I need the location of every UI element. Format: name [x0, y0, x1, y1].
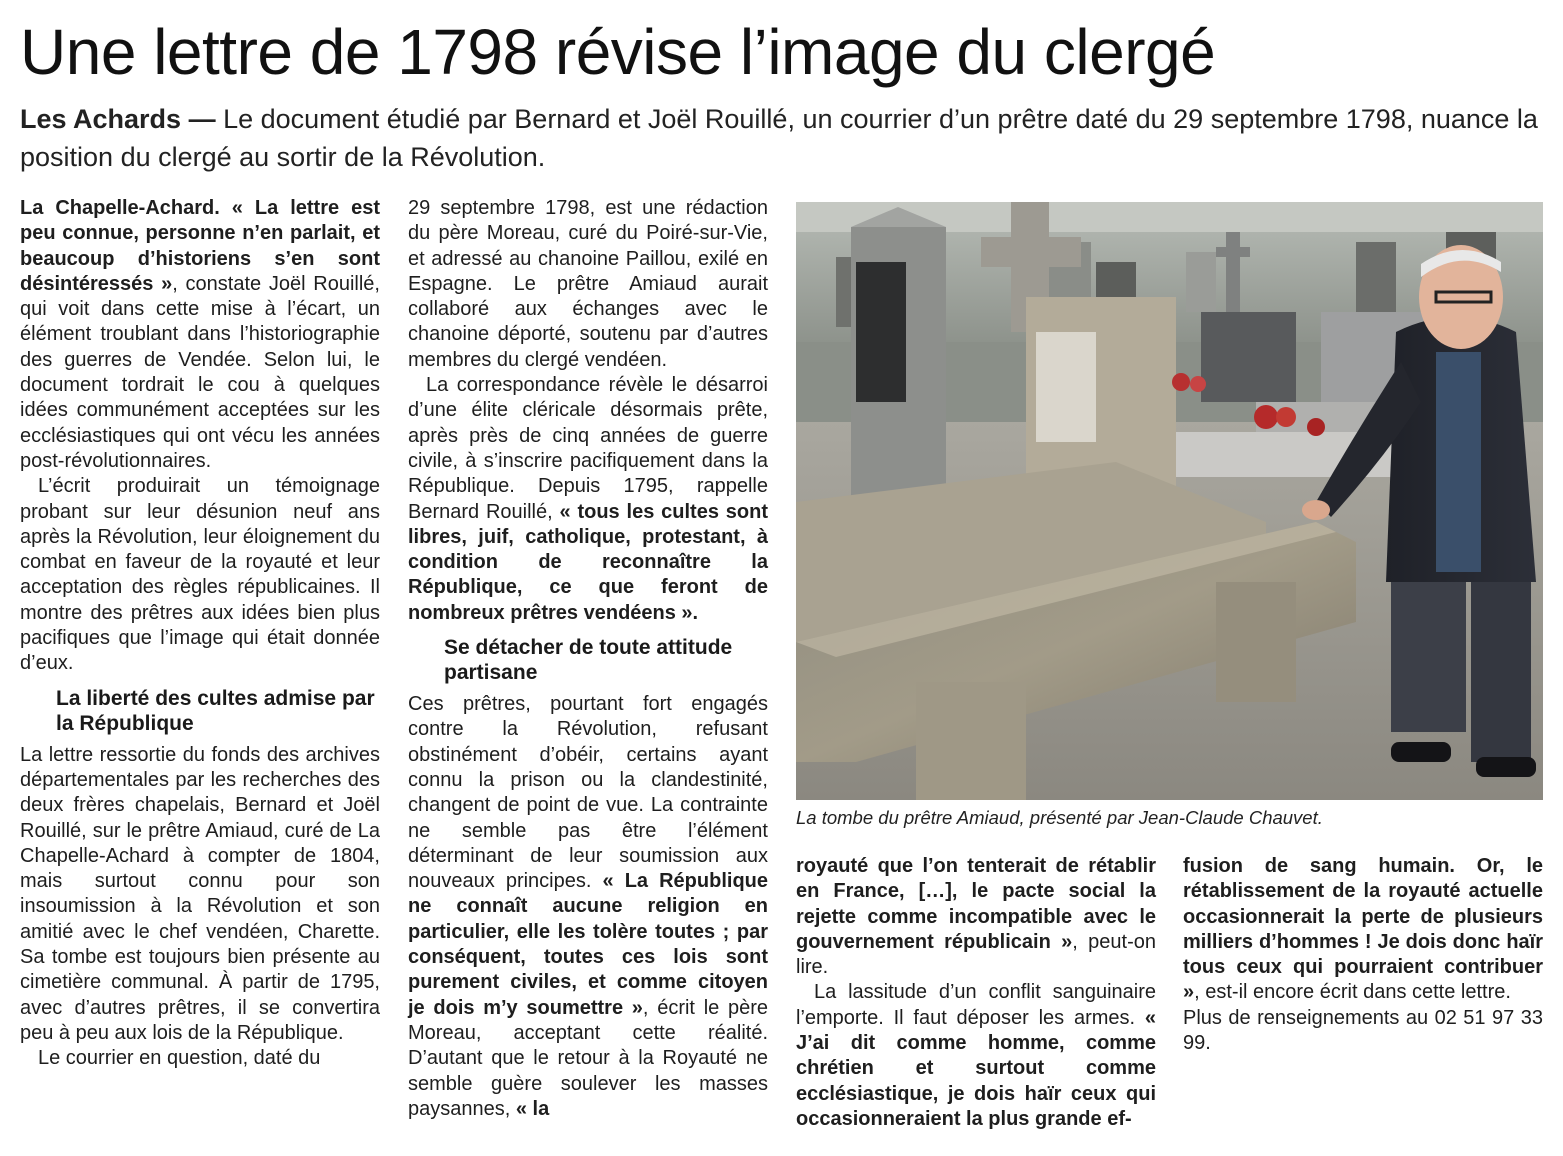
paragraph: 29 septembre 1798, est une rédaction du père Moreau, curé du Poiré-sur-Vie, et adressé au chanoine Paillou, exilé en Espagne. Le prêtre Amiaud aurait collaboré aux échanges avec le chanoine déporté, soutenu par d’autres membres du clergé vendéen. [408, 197, 768, 371]
quote: royauté que l’on tenterait de rétablir en France, […], le pacte social la rejette comme incompatible avec le gouvernement républicain » [796, 855, 1156, 953]
quote: « La lettre est peu connue, personne n’en parlait, et beaucoup d’historiens s’en sont désintéressés » [20, 197, 380, 295]
quote: « La République ne connaît aucune religion en particulier, elle les tolère toutes ; par conséquent, toutes ces lois sont purement civiles, et comme citoyen je dois m’y soumettre » [408, 870, 769, 1019]
standfirst [20, 100, 1540, 176]
paragraph: La lettre ressortie du fonds des archives départementales par les recherches des deux frères chapelais, Bernard et Joël Rouillé, sur le prêtre Amiaud, curé de La Chapelle-Achard à compter de 1804, mais surtout connu pour son insoumission à la Révolution et son amitié avec le chef vendéen, Charette. Sa tombe est toujours bien présente au cimetière communal. À partir de 1795, avec d’autres prêtres, il se convertira peu à peu aux lois de la République. [20, 743, 380, 1044]
paragraph-text: , écrit le père Moreau, acceptant cette réalité. D’autant que le retour à la Royauté ne semble guère soulever les masses paysannes, [408, 996, 768, 1120]
dateline-location: Les Achards — [20, 104, 216, 134]
headline: Une lettre de 1798 révise l’image du clergé [20, 16, 1216, 88]
paragraph [408, 373, 768, 626]
paragraph [796, 980, 1156, 1132]
quote: « J’ai dit comme homme, comme chrétien et surtout comme ecclésiastique, je dois haïr ceux qui occasionneraient la plus grande ef- [796, 1006, 1157, 1130]
paragraph-text: , est-il encore écrit dans cette lettre. [1194, 981, 1511, 1004]
paragraph [408, 692, 768, 1122]
paragraph-text: , peut-on lire. [796, 930, 1156, 979]
paragraph-text: Ces prêtres, pourtant fort engagés contre la Révolution, refusant obstinément d’obéir, certains ayant connu la prison ou la clandestinité, changent de point de vue. La contrainte ne semble pas être l’élément déterminant de leur soumission aux nouveaux principes. [408, 693, 768, 893]
article-column-3 [796, 854, 1156, 1132]
article-column-1 [20, 196, 380, 1072]
paragraph [1183, 854, 1543, 1006]
quote: « tous les cultes sont libres, juif, catholique, protestant, à condition de reconnaître la République, ce que feront de nombreux prêtres vendéens ». [408, 500, 768, 624]
paragraph: L’écrit produirait un témoignage probant sur leur désunion neuf ans après la Révolution, leur éloignement du combat en faveur de la royauté et leur acceptation des règles républicaines. Il montre des prêtres aux idées bien plus pacifiques que l’image qui était donnée d’eux. [20, 475, 380, 675]
quote: fusion de sang humain. Or, le rétablissement de la royauté actuelle occasionnerait la perte de plusieurs milliers d’hommes ! Je dois donc haïr tous ceux qui pourraient contribuer » [1183, 855, 1543, 1004]
subheading: Se détacher de toute attitude partisane [444, 636, 733, 685]
article-column-4 [1183, 854, 1543, 1056]
contact-info: Plus de renseignements au 02 51 97 33 99. [1183, 1006, 1543, 1055]
cemetery-photo [796, 202, 1543, 800]
cemetery-photo-illustration [796, 202, 1543, 800]
paragraph [796, 854, 1156, 980]
article-column-2 [408, 196, 768, 1122]
paragraph: Le courrier en question, daté du [38, 1047, 321, 1070]
paragraph-text: , constate Joël Rouillé, qui voit dans cette mise à l’écart, un élément troublant dans l’historiographie des guerres de Vendée. Selon lui, le document tordrait le cou à quelques idées communément acceptées sur les ecclésiastiques qui ont vécu les années post-révolutionnaires. [20, 272, 380, 472]
paragraph-text: La correspondance révèle le désarroi d’une élite cléricale désormais prête, après près de cinq années de guerre civile, à s’inscrire pacifiquement dans la République. Depuis 1795, rappelle Bernard Rouillé, [408, 374, 768, 523]
quote: « la [515, 1097, 550, 1120]
paragraph-text: La lassitude d’un conflit sanguinaire l’emporte. Il faut déposer les armes. [796, 981, 1156, 1029]
subheading: La liberté des cultes admise par la République [56, 686, 375, 735]
dateline: La Chapelle-Achard. [20, 197, 220, 219]
paragraph [20, 196, 380, 474]
photo-caption: La tombe du prêtre Amiaud, présenté par Jean-Claude Chauvet. [796, 807, 1323, 828]
standfirst-text: Le document étudié par Bernard et Joël Rouillé, un courrier d’un prêtre daté du 29 septembre 1798, nuance la position du clergé au sortir de la Révolution. [20, 104, 1538, 172]
